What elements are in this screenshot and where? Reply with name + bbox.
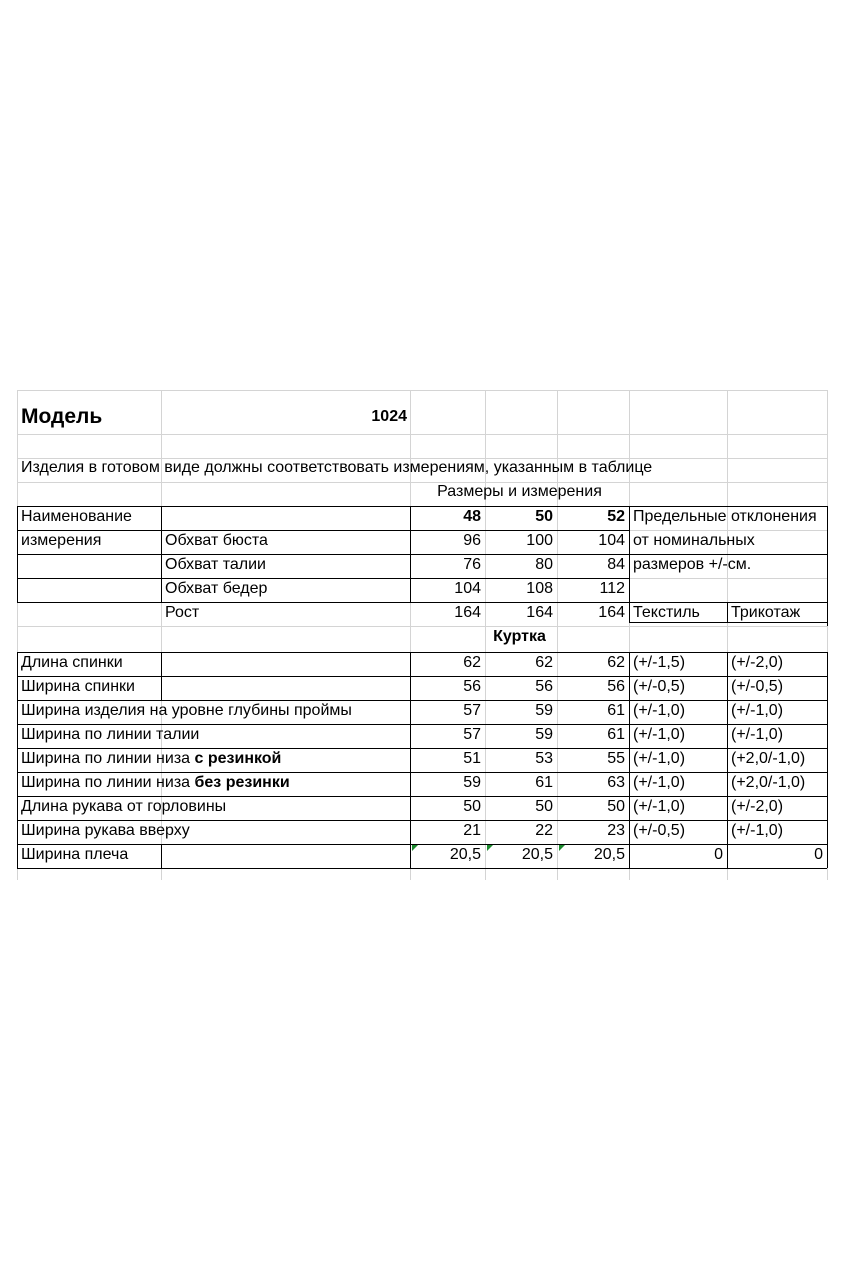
size-value: 56 bbox=[607, 678, 625, 695]
size-value: 62 bbox=[607, 654, 625, 671]
textile-tolerance: (+/-1,0) bbox=[633, 726, 686, 743]
row-label-text: Ширина изделия на уровне глубины проймы bbox=[21, 702, 352, 719]
row-label bbox=[21, 820, 406, 842]
size-value: 63 bbox=[607, 774, 625, 791]
row-label-bold: с резинкой bbox=[194, 750, 282, 767]
gridline-horizontal bbox=[17, 434, 827, 435]
body-measurement-label: Рост bbox=[165, 604, 200, 621]
textile-tolerance: (+/-0,5) bbox=[633, 822, 686, 839]
size-value: 22 bbox=[535, 822, 553, 839]
body-measurement-value: 80 bbox=[535, 556, 553, 573]
row-label-text: Ширина рукава вверху bbox=[21, 822, 190, 839]
size-value: 20,5 bbox=[449, 846, 481, 863]
row-label bbox=[21, 748, 406, 770]
row-label-text: Ширина спинки bbox=[21, 678, 135, 695]
textile-header: Текстиль bbox=[633, 604, 700, 621]
textile-tolerance: (+/-0,5) bbox=[633, 678, 686, 695]
size-value: 20,5 bbox=[593, 846, 625, 863]
row-label-bold: без резинки bbox=[194, 774, 290, 791]
row-label bbox=[21, 652, 406, 674]
body-measurement-value: 84 bbox=[607, 556, 625, 573]
body-measurement-value: 164 bbox=[526, 604, 553, 621]
size-value: 57 bbox=[463, 702, 481, 719]
cell-error-marker bbox=[412, 845, 418, 851]
size-value: 62 bbox=[535, 654, 553, 671]
textile-tolerance: (+/-1,0) bbox=[633, 750, 686, 767]
body-measurement-value: 96 bbox=[463, 532, 481, 549]
cell-error-marker bbox=[559, 845, 565, 851]
table-border bbox=[827, 652, 828, 868]
size-value: 21 bbox=[463, 822, 481, 839]
size-value: 53 bbox=[535, 750, 553, 767]
knit-tolerance: (+/-1,0) bbox=[731, 726, 784, 743]
body-measurement-value: 100 bbox=[526, 532, 553, 549]
row-label bbox=[21, 844, 406, 866]
knit-tolerance: (+/-1,0) bbox=[731, 822, 784, 839]
deviation-header: размеров +/-см. bbox=[633, 556, 752, 573]
body-measurement-value: 112 bbox=[599, 580, 625, 597]
deviation-header: Предельные отклонения bbox=[633, 508, 817, 525]
size-value: 56 bbox=[535, 678, 553, 695]
row-label bbox=[21, 772, 406, 794]
body-measurement-value: 104 bbox=[598, 532, 625, 549]
gridline-horizontal bbox=[17, 390, 827, 391]
table-border bbox=[727, 602, 728, 622]
deviation-header: от номинальных bbox=[633, 532, 755, 549]
table-border bbox=[17, 868, 827, 869]
size-value: 50 bbox=[535, 798, 553, 815]
row-label bbox=[21, 676, 406, 698]
knit-tolerance: (+/-2,0) bbox=[731, 798, 784, 815]
table-border bbox=[629, 506, 630, 622]
size-value: 59 bbox=[535, 702, 553, 719]
size-value: 50 bbox=[463, 798, 481, 815]
row-label-text: Ширина по линии низа bbox=[21, 750, 195, 767]
body-measurement-value: 108 bbox=[526, 580, 553, 597]
textile-tolerance: (+/-1,0) bbox=[633, 702, 686, 719]
body-measurement-value: 104 bbox=[454, 580, 481, 597]
knit-tolerance: 0 bbox=[814, 846, 823, 863]
textile-tolerance: 0 bbox=[714, 846, 723, 863]
size-value: 51 bbox=[463, 750, 481, 767]
table-border bbox=[629, 652, 630, 868]
knit-tolerance: (+2,0/-1,0) bbox=[731, 750, 806, 767]
knit-tolerance: (+/-2,0) bbox=[731, 654, 784, 671]
size-value: 61 bbox=[607, 702, 625, 719]
spreadsheet bbox=[17, 390, 827, 880]
row-label-text: Длина рукава от горловины bbox=[21, 798, 227, 815]
body-measurement-value: 164 bbox=[598, 604, 625, 621]
row-label-text: Ширина по линии талии bbox=[21, 726, 200, 743]
size-value: 62 bbox=[463, 654, 481, 671]
size-header: 50 bbox=[535, 508, 553, 525]
row-label-text: Длина спинки bbox=[21, 654, 123, 671]
size-value: 57 bbox=[463, 726, 481, 743]
body-measurement-label: Обхват бюста bbox=[165, 532, 268, 549]
size-value: 50 bbox=[607, 798, 625, 815]
size-value: 59 bbox=[463, 774, 481, 791]
model-label: Модель bbox=[21, 405, 103, 428]
size-value: 61 bbox=[535, 774, 553, 791]
size-value: 20,5 bbox=[521, 846, 553, 863]
table-border bbox=[161, 506, 162, 602]
table-border bbox=[727, 652, 728, 868]
size-header: 52 bbox=[607, 508, 625, 525]
row-label-text: Ширина плеча bbox=[21, 846, 129, 863]
section-title: Куртка bbox=[493, 628, 546, 645]
table-border bbox=[17, 652, 18, 868]
textile-tolerance: (+/-1,0) bbox=[633, 774, 686, 791]
size-value: 61 bbox=[607, 726, 625, 743]
body-measurement-label: Обхват талии bbox=[165, 556, 266, 573]
cell-error-marker bbox=[487, 845, 493, 851]
model-number: 1024 bbox=[371, 408, 407, 425]
table-border bbox=[17, 506, 18, 602]
body-measurement-value: 76 bbox=[463, 556, 481, 573]
body-measurement-label: Обхват бедер bbox=[165, 580, 268, 597]
name-header: измерения bbox=[21, 532, 102, 549]
size-value: 23 bbox=[607, 822, 625, 839]
row-label bbox=[21, 700, 406, 722]
knit-tolerance: (+/-1,0) bbox=[731, 702, 784, 719]
row-label-text: Ширина по линии низа bbox=[21, 774, 195, 791]
knit-tolerance: (+/-0,5) bbox=[731, 678, 784, 695]
size-value: 55 bbox=[607, 750, 625, 767]
textile-tolerance: (+/-1,5) bbox=[633, 654, 686, 671]
name-header: Наименование bbox=[21, 508, 132, 525]
sizes-header: Размеры и измерения bbox=[437, 483, 602, 500]
row-label bbox=[21, 724, 406, 746]
textile-tolerance: (+/-1,0) bbox=[633, 798, 686, 815]
body-measurement-value: 164 bbox=[454, 604, 481, 621]
knit-header: Трикотаж bbox=[731, 604, 801, 621]
row-label bbox=[21, 796, 406, 818]
size-header: 48 bbox=[463, 508, 481, 525]
size-value: 59 bbox=[535, 726, 553, 743]
intro-text: Изделия в готовом виде должны соответствовать измерениям, указанным в таблице bbox=[21, 459, 653, 476]
knit-tolerance: (+2,0/-1,0) bbox=[731, 774, 806, 791]
size-value: 56 bbox=[463, 678, 481, 695]
